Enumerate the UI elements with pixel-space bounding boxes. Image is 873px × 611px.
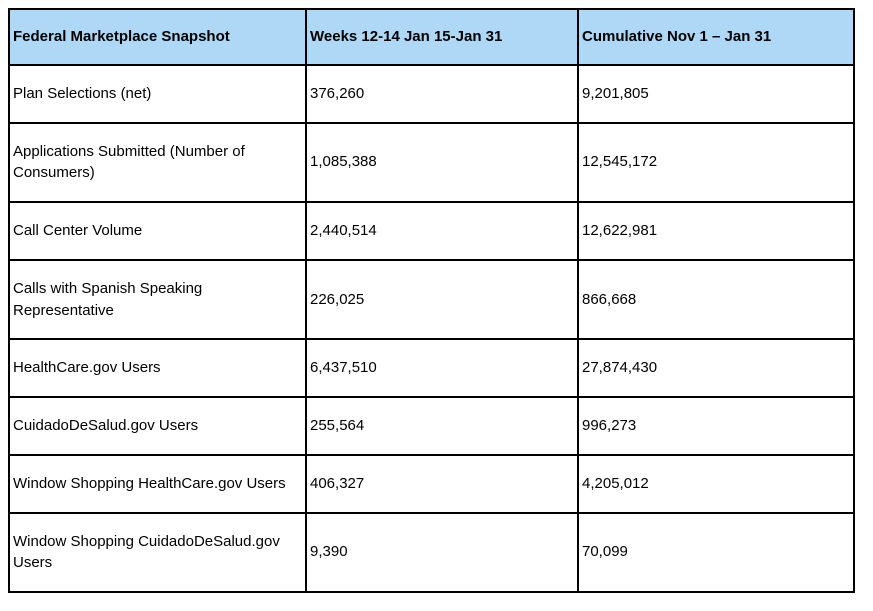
cell-metric: HealthCare.gov Users [9,339,306,397]
cell-metric: Call Center Volume [9,202,306,260]
table-header-row [9,9,854,65]
column-header-weekly: Weeks 12-14 Jan 15-Jan 31 [306,9,578,65]
cell-cumulative: 70,099 [578,513,854,593]
cell-metric: Window Shopping CuidadoDeSalud.gov Users [9,513,306,593]
cell-cumulative: 866,668 [578,260,854,340]
table-row [9,397,854,455]
cell-weekly: 406,327 [306,455,578,513]
cell-weekly: 9,390 [306,513,578,593]
cell-metric: Window Shopping HealthCare.gov Users [9,455,306,513]
cell-cumulative: 12,622,981 [578,202,854,260]
table-row [9,455,854,513]
table-row [9,513,854,593]
cell-cumulative: 27,874,430 [578,339,854,397]
table-row [9,339,854,397]
federal-marketplace-table [8,8,855,593]
cell-cumulative: 996,273 [578,397,854,455]
cell-weekly: 255,564 [306,397,578,455]
table-row [9,260,854,340]
table-row [9,123,854,203]
table-row [9,202,854,260]
table-row [9,65,854,123]
cell-weekly: 376,260 [306,65,578,123]
column-header-metric: Federal Marketplace Snapshot [9,9,306,65]
table-body [9,65,854,592]
cell-metric: CuidadoDeSalud.gov Users [9,397,306,455]
cell-cumulative: 4,205,012 [578,455,854,513]
cell-weekly: 1,085,388 [306,123,578,203]
cell-metric: Plan Selections (net) [9,65,306,123]
cell-cumulative: 12,545,172 [578,123,854,203]
cell-cumulative: 9,201,805 [578,65,854,123]
column-header-cumulative: Cumulative Nov 1 – Jan 31 [578,9,854,65]
cell-weekly: 6,437,510 [306,339,578,397]
cell-weekly: 226,025 [306,260,578,340]
cell-metric: Calls with Spanish Speaking Representative [9,260,306,340]
cell-metric: Applications Submitted (Number of Consumers) [9,123,306,203]
cell-weekly: 2,440,514 [306,202,578,260]
